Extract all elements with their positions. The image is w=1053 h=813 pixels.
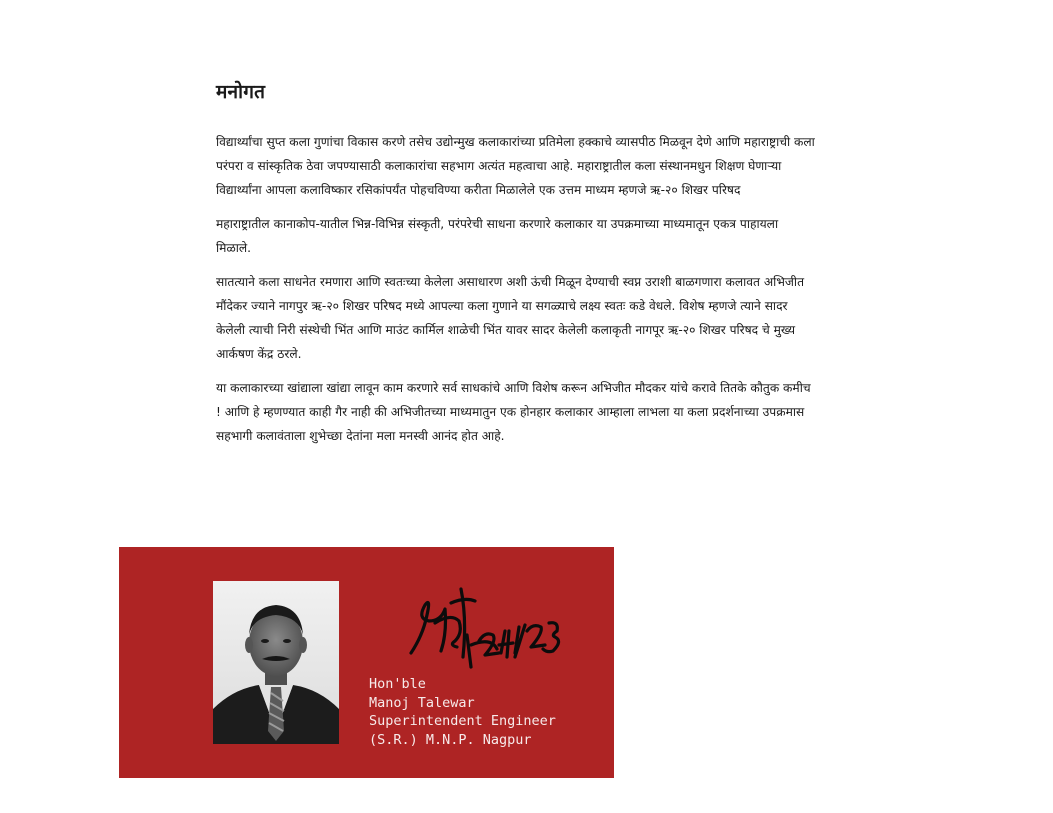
signature [401,575,571,685]
signature-drawing [401,575,571,685]
paragraph-3: सातत्याने कला साधनेत रमणारा आणि स्वतःच्या केलेला असाधारण अशी ऊंची मिळून देण्याची स्वप्न उराशी बाळगणारा कलावत अभिजीत मौंदेकर ज्याने नागपुर ऋ-२० शिखर परिषद मध्ये आपल्या कला गुणाने या सगळ्याचे लक्ष्य स्वतः कडे वेधले. विशेष म्हणजे त्याने सादर केलेली त्याची निरी संस्थेची भिंत आणि माउंट कार्मिल शाळेची भिंत यावर सादर केलेली कलाकृती नागपूर ऋ-२० शिखर परिषद चे मुख्य आर्कषण केंद्र ठरले. [216,275,805,361]
paragraph-1: विद्यार्थ्यांचा सुप्त कला गुणांचा विकास करणे तसेच उद्योन्मुख कलाकारांच्या प्रतिमेला हक्काचे व्यासपीठ मिळवून देणे आणि महाराष्ट्राची कला परंपरा व सांस्कृतिक ठेवा जपण्यासाठी कलाकारांचा सहभाग अत्यंत महत्वाचा आहे. महाराष्ट्रातील कला संस्थानमधुन शिक्षण घेणाऱ्या विद्यार्थ्यांना आपला कलाविष्कार रसिकांपर्यंत पोहचविण्या करीता मिळालेले एक उत्तम माध्यम म्हणजे ऋ-२० शिखर परिषद [216,135,815,197]
signatory-caption [369,675,556,749]
caption-designation: Superintendent Engineer [369,713,556,729]
portrait-photo [213,581,339,744]
page-title: मनोगत [216,81,266,103]
portrait-illustration [213,581,339,744]
paragraph-2: महाराष्ट्रातील कानाकोप-यातील भिन्न-विभिन्न संस्कृती, परंपरेची साधना करणारे कलाकार या उपक्रमाच्या माध्यमातून एकत्र पाहायला मिळाले. [216,217,779,255]
caption-honorific: Hon'ble [369,676,426,692]
signatory-card [119,547,614,778]
body-text [216,130,816,458]
caption-name: Manoj Talewar [369,694,475,711]
paragraph-4: या कलाकारच्या खांद्याला खांद्या लावून काम करणारे सर्व साधकांचे आणि विशेष करून अभिजीत मौदकर यांचे करावे तितके कौतुक कमीच ! आणि हे म्हणण्यात काही गैर नाही की अभिजीतच्या माध्यमातुन एक होनहार कलाकार आम्हाला लाभला या कला प्रदर्शनाच्या उपक्रमास सहभागी कलावंताला शुभेच्छा देतांना मला मनस्वी आनंद होत आहे. [216,381,811,443]
caption-office: (S.R.) M.N.P. Nagpur [369,731,532,748]
